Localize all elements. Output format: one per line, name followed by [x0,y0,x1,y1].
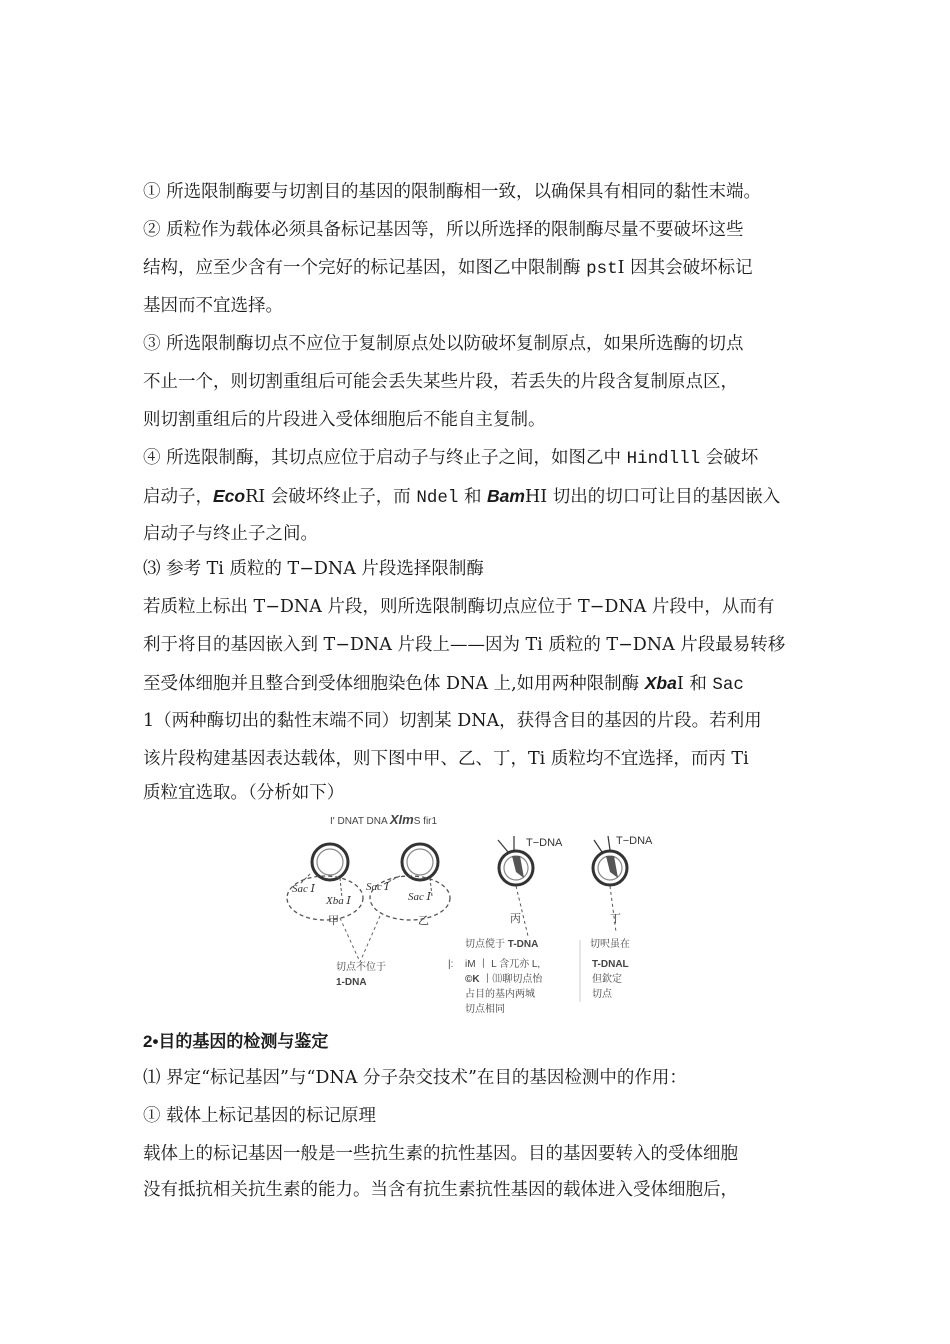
line-21: 没有抵抗相关抗生素的能力。当含有抗生素抗性基因的载体进入受体细胞后， [143,1180,738,1200]
enzyme-xba: Xba [644,673,677,693]
line-18: ⑴ 界定“标记基因”与“DNA 分子杂交技术”在目的基因检测中的作用： [143,1068,687,1088]
line-9 [143,484,780,510]
line-11: ⑶ 参考 Ti 质粒的 T−DNA 片段选择限制酶 [143,559,484,579]
caption-jiayi-1: 切点不位于 [336,962,386,973]
label-jia: 甲 [328,915,339,927]
caption-ding-3: 但欽定 [592,974,622,985]
section-heading: 2•目的基因的检测与鉴定 [143,1032,329,1051]
line-9-text-c: RI 会破坏终止子，而 [245,487,411,507]
line-3-text-a: 结构，应至少含有一个完好的标记基因，如图乙中限制酶 [143,258,581,278]
caption-jiayi-2: 1-DNA [336,977,367,988]
line-9-text-e: 和 [463,487,482,507]
enzyme-eco: Eco [213,486,246,506]
line-2: ② 质粒作为载体必须具备标记基因等，所以所选择的限制酶尽量不要破坏这些 [143,220,744,240]
line-16: 该片段构建基因表达载体，则下图中甲、乙、丁，Ti 质粒均不宜选择，而丙 Ti [143,749,749,769]
plasmid-jia [287,844,363,920]
label-bing: 丙 [510,913,521,925]
enzyme-sac: Sac [712,675,744,695]
line-8 [143,446,758,471]
line-14-text-a: 至受体细胞并且整合到受体细胞染色体 DNA 上,如用两种限制酶 [143,674,640,694]
caption-bing-4: 占目的基内两城 [465,989,535,1000]
xba-label-1: Xba Ⅰ [326,895,351,907]
line-19: ① 载体上标记基因的标记原理 [143,1106,377,1126]
sac-label-1: Sac Ⅰ [292,883,315,895]
line-8-text-a: ④ 所选限制酶，其切点应位于启动子与终止子之间，如图乙中 [143,448,622,468]
line-17: 质粒宜选取。（分析如下） [143,783,345,803]
caption-bing-2: iM 丨 L 含兀亦 L, [465,959,541,970]
figure-top-text: I' DNAT DNA XImS fir1 [330,812,438,827]
caption-ding-4: 切点 [592,989,612,1000]
line-14-text-c: I 和 [676,674,707,694]
plasmid-figure [280,812,680,1027]
line-15: 1（两种酶切出的黏性末端不同）切割某 DNA，获得含目的基因的片段。若利用 [143,711,762,731]
caption-ding-1: 切呎虽在 [590,939,630,950]
line-6: 不止一个，则切割重组后可能会丢失某些片段，若丢失的片段含复制原点区， [143,372,738,392]
enzyme-hindlll: Hindlll [626,449,701,469]
line-10: 启动子与终止子之间。 [143,524,318,544]
line-5: ③ 所选限制酶切点不应位于复制原点处以防破坏复制原点，如果所选酶的切点 [143,334,744,354]
caption-bing-1: 切点傥于 T-DNA [465,939,539,950]
caption-bing-3: ©K 丨⑾聊切点怡 [465,974,543,985]
line-13: 利于将目的基因嵌入到 T−DNA 片段上——因为 Ti 质粒的 T−DNA 片段最易转移 [143,635,786,655]
caption-ding-2: T-DNAL [592,959,629,970]
sac-label-3: Sac Ⅰ [408,891,431,903]
caption-bing-prefix: |: [448,959,454,970]
sac-label-2: Sac Ⅰ [366,881,389,893]
line-3 [143,256,753,281]
tdna-bing: T−DNA [526,837,563,849]
line-4: 基因而不宜选择。 [143,296,283,316]
line-12: 若质粒上标出 T−DNA 片段，则所选限制酶切点应位于 T−DNA 片段中，从而有 [143,597,775,617]
label-yi: 乙 [418,915,429,927]
caption-bing-5: 切点相同 [465,1004,505,1015]
enzyme-ndel: Ndel [416,488,459,508]
label-ding: 丁 [610,913,621,925]
line-20: 载体上的标记基因一般是一些抗生素的抗性基因。目的基因要转入的受体细胞 [143,1144,738,1164]
line-1: ① 所选限制酶要与切割目的基因的限制酶相一致，以确保具有相同的黏性末端。 [143,182,762,202]
tdna-ding: T−DNA [616,835,653,847]
enzyme-pst: pst [586,259,618,279]
line-7: 则切割重组后的片段进入受体细胞后不能自主复制。 [143,410,546,430]
line-3-text-c: I 因其会破坏标记 [617,258,753,278]
enzyme-bam: Bam [487,486,525,506]
line-8-text-c: 会破坏 [705,448,759,468]
plasmid-yi [340,844,450,962]
line-9-text-a: 启动子， [143,487,213,507]
line-14 [143,671,744,697]
line-9-text-g: HI 切出的切口可让目的基因嵌入 [524,487,781,507]
